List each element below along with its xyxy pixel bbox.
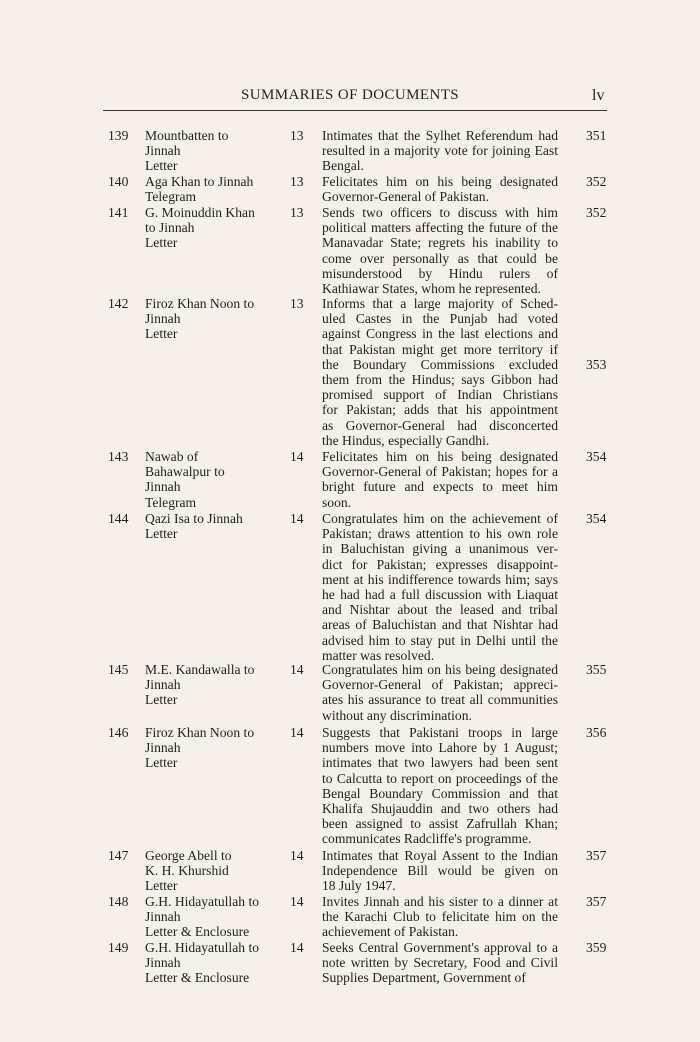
document-number: 142 — [108, 296, 129, 311]
document-number: 149 — [108, 940, 129, 955]
summary-line: uled Castes in the Punjab had voted — [322, 311, 558, 327]
document-page-ref: 351 — [586, 128, 607, 143]
summary-line: ates his assurance to treat all communities — [322, 692, 558, 708]
document-page-ref: 352 — [586, 174, 607, 189]
summary-line: Pakistan; draws attention to his own role — [322, 526, 558, 542]
document-page-ref: 357 — [586, 848, 607, 863]
from-line: Letter — [145, 878, 178, 894]
summary-line: the Boundary Commissions excluded — [322, 356, 558, 372]
page-number: lv — [592, 87, 605, 104]
summary-line: them from the Hindus; says Gibbon had — [322, 372, 558, 388]
from-line: Qazi Isa to Jinnah — [145, 511, 243, 526]
summary-line: he had had a full discussion with Liaquat — [322, 587, 558, 603]
summary-line: Governor-General of Pakistan; appreci- — [322, 677, 558, 693]
document-date: 14 — [290, 848, 304, 863]
from-line: G.H. Hidayatullah to — [145, 894, 260, 909]
summary-line: been assigned to assist Zafrullah Khan; — [322, 816, 558, 832]
from-line: Jinnah — [145, 311, 181, 327]
summary-line: 18 July 1947. — [322, 878, 396, 894]
document-number: 147 — [108, 848, 129, 863]
document-summary — [322, 725, 558, 847]
from-line: Jinnah — [145, 909, 181, 925]
from-line: Aga Khan to Jinnah — [145, 174, 254, 189]
document-page-ref: 354 — [586, 449, 607, 464]
from-line: Firoz Khan Noon to — [145, 725, 255, 740]
from-line: Jinnah — [145, 677, 181, 693]
summary-line: intimates that two lawyers had been sent — [322, 755, 558, 771]
document-number: 148 — [108, 894, 129, 909]
from-to-type — [145, 848, 280, 894]
summary-line: matter was resolved. — [322, 647, 435, 663]
summary-line: in Baluchistan giving a unanimous ver- — [322, 541, 558, 557]
document-date: 14 — [290, 725, 304, 740]
document-summary — [322, 662, 558, 723]
document-number: 139 — [108, 128, 129, 143]
document-page-ref: 352 — [586, 205, 607, 220]
summary-line: against Congress in the last elections and — [322, 326, 558, 342]
document-number: 146 — [108, 725, 129, 740]
from-line: to Jinnah — [145, 220, 195, 236]
running-header-title: SUMMARIES OF DOCUMENTS — [241, 87, 460, 103]
document-number: 141 — [108, 205, 129, 220]
summary-line: Seeks Central Government's approval to a — [322, 940, 558, 955]
document-summary — [322, 848, 558, 894]
summary-line: political matters affecting the future of the — [322, 220, 558, 236]
summary-line: dict for Pakistan; expresses disappoint- — [322, 556, 558, 572]
from-to-type — [145, 511, 280, 541]
from-to-type — [145, 894, 280, 940]
from-line: Jinnah — [145, 479, 181, 495]
summary-line: Bengal Boundary Commission and that — [322, 785, 558, 801]
summary-line: as Governor-General had disconcerted — [322, 417, 558, 433]
from-line: Letter — [145, 158, 178, 174]
document-date: 14 — [290, 662, 304, 677]
summary-line: Kathiawar States, whom he represented. — [322, 281, 541, 297]
summary-line: misunderstood by Hindu rulers of — [322, 265, 558, 281]
summary-line: Sends two officers to discuss with him — [322, 205, 558, 220]
document-date: 14 — [290, 894, 304, 909]
document-page-ref-continued: 353 — [586, 357, 607, 372]
document-date: 13 — [290, 128, 304, 143]
from-line: Telegram — [145, 494, 197, 510]
summary-line: bright future and expects to meet him — [322, 479, 558, 495]
document-summary — [322, 449, 558, 510]
from-line: K. H. Khurshid — [145, 863, 229, 879]
summary-line: resulted in a majority vote for joining East — [322, 143, 558, 159]
summary-line: Independence Bill would be given on — [322, 863, 558, 879]
summary-line: without any discrimination. — [322, 707, 472, 723]
summary-line: Congratulates him on his being designated — [322, 662, 558, 677]
from-line: George Abell to — [145, 848, 232, 863]
summary-line: soon. — [322, 494, 352, 510]
from-line: Jinnah — [145, 143, 181, 159]
document-page-ref: 355 — [586, 662, 607, 677]
document-summary — [322, 174, 558, 204]
from-line: Telegram — [145, 189, 197, 205]
from-line: Letter & Enclosure — [145, 970, 250, 986]
document-date: 13 — [290, 296, 304, 311]
summary-line: Felicitates him on his being designated — [322, 174, 558, 189]
from-line: Jinnah — [145, 955, 181, 971]
document-number: 143 — [108, 449, 129, 464]
from-line: G.H. Hidayatullah to — [145, 940, 260, 955]
summary-line: advised him to stay put in Delhi until the — [322, 632, 558, 648]
summary-line: Felicitates him on his being designated — [322, 449, 558, 464]
document-date: 13 — [290, 205, 304, 220]
summary-line: Khalifa Shujauddin and two others had — [322, 801, 558, 817]
from-line: Jinnah — [145, 740, 181, 756]
from-to-type — [145, 174, 280, 204]
document-page-ref: 357 — [586, 894, 607, 909]
from-to-type — [145, 128, 280, 174]
from-line: Letter — [145, 692, 178, 708]
summary-line: Intimates that the Sylhet Referendum had — [322, 128, 558, 143]
from-line: Mountbatten to — [145, 128, 229, 143]
from-line: Letter & Enclosure — [145, 924, 250, 940]
summary-line: areas of Baluchistan and that Nishtar had — [322, 617, 558, 633]
summary-line: Suggests that Pakistani troops in large — [322, 725, 558, 740]
summary-line: achievement of Pakistan. — [322, 924, 459, 940]
summary-line: the Hindus, especially Gandhi. — [322, 432, 490, 448]
from-line: Letter — [145, 235, 178, 251]
summary-line: to Calcutta to report on proceedings of the — [322, 770, 558, 786]
summary-line: note written by Secretary, Food and Civil — [322, 955, 558, 971]
document-summary — [322, 940, 558, 986]
summary-line: numbers move into Lahore by 1 August; — [322, 740, 558, 756]
from-to-type — [145, 662, 280, 708]
summary-line: Manavadar State; regrets his inability to — [322, 235, 558, 251]
from-line: G. Moinuddin Khan — [145, 205, 255, 220]
document-number: 140 — [108, 174, 129, 189]
summary-line: Supplies Department, Government of — [322, 970, 526, 986]
summary-line: for Pakistan; adds that his appointment — [322, 402, 558, 418]
from-to-type — [145, 205, 280, 251]
document-date: 14 — [290, 940, 304, 955]
from-line: M.E. Kandawalla to — [145, 662, 255, 677]
summary-line: communicates Radcliffe's programme. — [322, 831, 532, 847]
from-to-type — [145, 449, 280, 510]
from-line: Nawab of — [145, 449, 199, 464]
document-summary — [322, 296, 558, 448]
summary-line: ment at his indifference towards him; says — [322, 571, 558, 587]
from-to-type — [145, 940, 280, 986]
from-to-type — [145, 725, 280, 771]
summary-line: Intimates that Royal Assent to the Indian — [322, 848, 558, 863]
from-line: Letter — [145, 326, 178, 342]
document-page-ref: 356 — [586, 725, 607, 740]
summary-line: and Nishtar about the leased and tribal — [322, 602, 558, 618]
summary-line: come over personally as that could be — [322, 250, 558, 266]
summary-line: promised support of Indian Christians — [322, 387, 558, 403]
summary-line: the Karachi Club to felicitate him on the — [322, 909, 558, 925]
document-number: 145 — [108, 662, 129, 677]
from-to-type — [145, 296, 280, 342]
summary-line: that Pakistan might get more territory if — [322, 341, 558, 357]
from-line: Letter — [145, 755, 178, 771]
summary-line: Bengal. — [322, 158, 364, 174]
document-date: 14 — [290, 511, 304, 526]
from-line: Firoz Khan Noon to — [145, 296, 255, 311]
document-summary — [322, 894, 558, 940]
document-summary — [322, 205, 558, 296]
summary-line: Informs that a large majority of Sched- — [322, 296, 558, 311]
summary-line: Congratulates him on the achievement of — [322, 511, 558, 526]
document-summary — [322, 128, 558, 174]
summary-line: Invites Jinnah and his sister to a dinner at — [322, 894, 558, 909]
header-rule — [103, 110, 607, 111]
document-number: 144 — [108, 511, 129, 526]
from-line: Bahawalpur to — [145, 464, 225, 480]
document-date: 13 — [290, 174, 304, 189]
document-date: 14 — [290, 449, 304, 464]
from-line: Letter — [145, 526, 178, 542]
summary-line: Governor-General of Pakistan. — [322, 189, 489, 205]
document-page-ref: 354 — [586, 511, 607, 526]
summary-line: Governor-General of Pakistan; hopes for a — [322, 464, 558, 480]
document-page-ref: 359 — [586, 940, 607, 955]
document-summary — [322, 511, 558, 663]
